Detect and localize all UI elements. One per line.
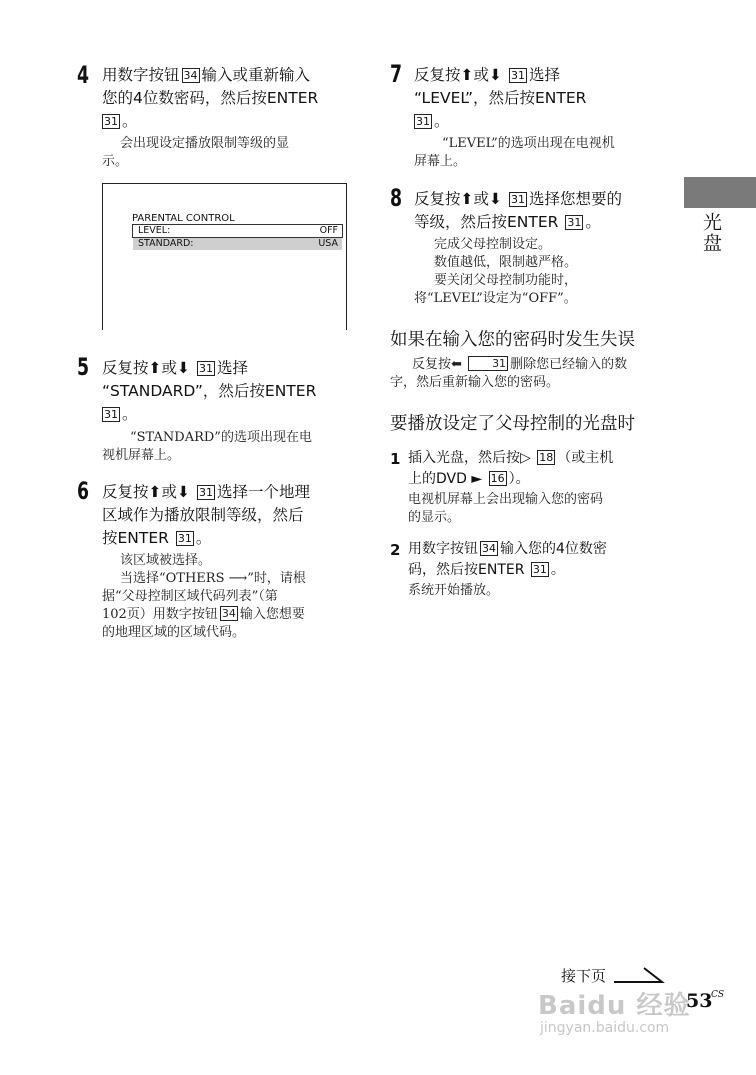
button-31-ref: 31 (567, 216, 582, 229)
play-item-1-body-line2: 的显示。 (408, 510, 461, 525)
step-7-body-line1: “LEVEL”的选项出现在电视机 (442, 136, 615, 151)
button-16-ref: 16 (490, 472, 505, 485)
step-8-or: 或 (473, 190, 490, 208)
error-body-b: 删除您已经输入的数 (510, 357, 628, 372)
side-tab-label: 光盘 (700, 212, 722, 254)
step-6-text-line3: 按ENTER (102, 529, 169, 547)
play-item-2-text-c: 码，然后按ENTER (408, 562, 525, 578)
step-5-text-line2: “STANDARD”，然后按ENTER (102, 382, 317, 400)
left-arrow-icon: ⬅ (451, 357, 462, 372)
step-7-instruction (414, 64, 674, 133)
step-4-body-line2: 示。 (102, 154, 129, 169)
button-31-ref: 31 (198, 486, 213, 499)
down-arrow-icon: ⬇ (177, 483, 191, 501)
step-7-end: 。 (434, 112, 450, 130)
step-4-body-line1: 会出现设定播放限制等级的显 (120, 136, 290, 151)
step-8-text-line2: 等级，然后按ENTER (414, 213, 559, 231)
button-31-ref: 31 (198, 362, 213, 375)
down-arrow-icon: ⬇ (177, 359, 191, 377)
down-arrow-icon: ⬇ (489, 190, 503, 208)
step-5-description (102, 429, 352, 465)
step-8-body-line3: 要关闭父母控制功能时， (434, 273, 578, 288)
step-6-description (102, 552, 357, 642)
button-31-ref: 31 (510, 69, 525, 82)
play-item-1-text-c: 上的DVD (408, 471, 467, 487)
play-item-1-text-d: ）。 (508, 471, 530, 487)
play-item-2-text-b: 输入您的4位数密 (500, 541, 607, 557)
button-31-ref: 31 (416, 115, 430, 128)
play-solid-icon: ► (471, 471, 483, 487)
step-6-text-line2: 区域作为播放限制等级，然后 (102, 506, 304, 524)
button-18-ref: 18 (539, 451, 554, 464)
play-item-2-number: 2 (390, 541, 401, 559)
play-item-2-instruction (408, 539, 678, 581)
step-6-end: 。 (195, 529, 212, 547)
play-item-2-text-d: 。 (550, 562, 565, 578)
step-5-text-b: 选择 (216, 359, 248, 377)
play-outline-icon: ▷ (520, 450, 531, 466)
step-4-text-a: 用数字按钮 (102, 66, 180, 84)
step-7-description (414, 135, 664, 171)
error-section-heading: 如果在输入您的密码时发生失误 (390, 330, 635, 350)
page-number: 53 (686, 990, 713, 1012)
step-6-or: 或 (161, 483, 178, 501)
up-arrow-icon: ⬆ (460, 66, 474, 84)
step-7-number: 7 (390, 60, 403, 88)
next-page-arrow-icon (612, 966, 666, 986)
right-arrow-icon: ⟶ (228, 571, 248, 586)
next-page-label: 接下页 (561, 967, 607, 985)
step-5-end: 。 (122, 405, 138, 423)
play-item-1-body-line1: 电视机屏幕上会出现输入您的密码 (408, 492, 604, 507)
up-arrow-icon: ⬆ (460, 190, 474, 208)
up-arrow-icon: ⬆ (148, 359, 162, 377)
screen-row-level-label: LEVEL: (138, 225, 171, 236)
step-8-number: 8 (390, 184, 403, 212)
step-8-body-line1: 完成父母控制设定。 (434, 237, 552, 252)
step-4-instruction (102, 64, 362, 133)
parental-control-screen (102, 183, 347, 330)
step-7-text-line2: “LEVEL”，然后按ENTER (414, 89, 587, 107)
step-5-number: 5 (77, 353, 90, 381)
step-8-instruction (414, 188, 674, 234)
button-31-ref: 31 (468, 356, 508, 371)
error-body-line2: 字，然后重新输入您的密码。 (390, 375, 560, 390)
error-section-body (390, 356, 670, 392)
baidu-watermark-url: jingyan.baidu.com (540, 1020, 670, 1036)
button-31-ref: 31 (104, 408, 118, 421)
play-item-2-body-line1: 系统开始播放。 (408, 583, 500, 598)
step-6-text-b: 选择一个地理 (216, 483, 310, 501)
step-6-body-line2b: ”时，请根 (247, 571, 306, 586)
step-6-instruction (102, 481, 362, 550)
step-8-body-line4: 将“LEVEL”设定为“OFF”。 (414, 291, 577, 306)
step-8-text-b: 选择您想要的 (528, 190, 622, 208)
step-6-body-line1: 该区域被选择。 (120, 553, 212, 568)
side-tab-bar (684, 177, 756, 208)
baidu-watermark-logo: Baidu 经验 (538, 991, 691, 1021)
page-suffix: CS (711, 990, 725, 1000)
screen-title: PARENTAL CONTROL (132, 213, 235, 224)
step-6-body-line3: 据“父母控制区域代码列表”（第 (102, 589, 278, 604)
button-31-ref: 31 (177, 532, 192, 545)
step-6-text-a: 反复按 (102, 483, 149, 501)
step-8-text-a: 反复按 (414, 190, 461, 208)
step-4-number: 4 (77, 61, 90, 89)
step-6-body-line5: 的地理区域的区域代码。 (102, 625, 246, 640)
step-5-or: 或 (161, 359, 178, 377)
step-6-body-line2a: 当选择“OTHERS (120, 571, 225, 586)
error-body-a: 反复按 (412, 357, 452, 372)
step-5-body-line1: “STANDARD”的选项出现在电 (130, 430, 312, 445)
step-7-text-b: 选择 (528, 66, 560, 84)
play-item-2-text-a: 用数字按钮 (408, 541, 478, 557)
step-8-end: 。 (585, 213, 601, 231)
screen-row-standard (133, 238, 342, 250)
button-34-ref: 34 (221, 607, 236, 620)
step-6-body-line4a: 102页）用数字按钮 (102, 607, 218, 622)
play-item-1-number: 1 (390, 450, 401, 468)
play-item-1-text-b: （或主机 (557, 450, 614, 466)
play-item-1-instruction (408, 448, 678, 490)
screen-row-standard-value: USA (318, 238, 338, 249)
button-34-ref: 34 (482, 542, 496, 555)
step-8-description (414, 236, 664, 308)
screen-row-standard-label: STANDARD: (138, 238, 194, 249)
play-item-1-text-a: 插入光盘，然后按 (408, 450, 520, 466)
step-7-text-a: 反复按 (414, 66, 461, 84)
step-5-instruction (102, 357, 362, 426)
step-5-body-line2: 视机屏幕上。 (102, 448, 181, 463)
step-4-description (102, 135, 352, 171)
button-34-ref: 34 (183, 69, 198, 82)
button-31-ref: 31 (104, 115, 118, 128)
step-4-end: 。 (122, 112, 138, 130)
play-section-heading: 要播放设定了父母控制的光盘时 (390, 414, 635, 434)
step-4-text-line2: 您的4位数密码，然后按ENTER (102, 89, 319, 107)
up-arrow-icon: ⬆ (148, 483, 162, 501)
step-6-number: 6 (77, 477, 90, 505)
step-7-or: 或 (473, 66, 490, 84)
screen-row-level (132, 224, 343, 238)
screen-row-level-value: OFF (319, 225, 338, 236)
play-item-2-description (408, 582, 668, 600)
button-31-ref: 31 (510, 193, 525, 206)
down-arrow-icon: ⬇ (489, 66, 503, 84)
button-31-ref: 31 (532, 563, 547, 576)
step-4-text-b: 输入或重新输入 (201, 66, 311, 84)
play-item-1-description (408, 491, 668, 527)
step-5-text-a: 反复按 (102, 359, 149, 377)
step-6-body-line4b: 输入您想要 (239, 607, 305, 622)
step-7-body-line2: 屏幕上。 (414, 154, 467, 169)
step-8-body-line2: 数值越低，限制越严格。 (434, 255, 578, 270)
